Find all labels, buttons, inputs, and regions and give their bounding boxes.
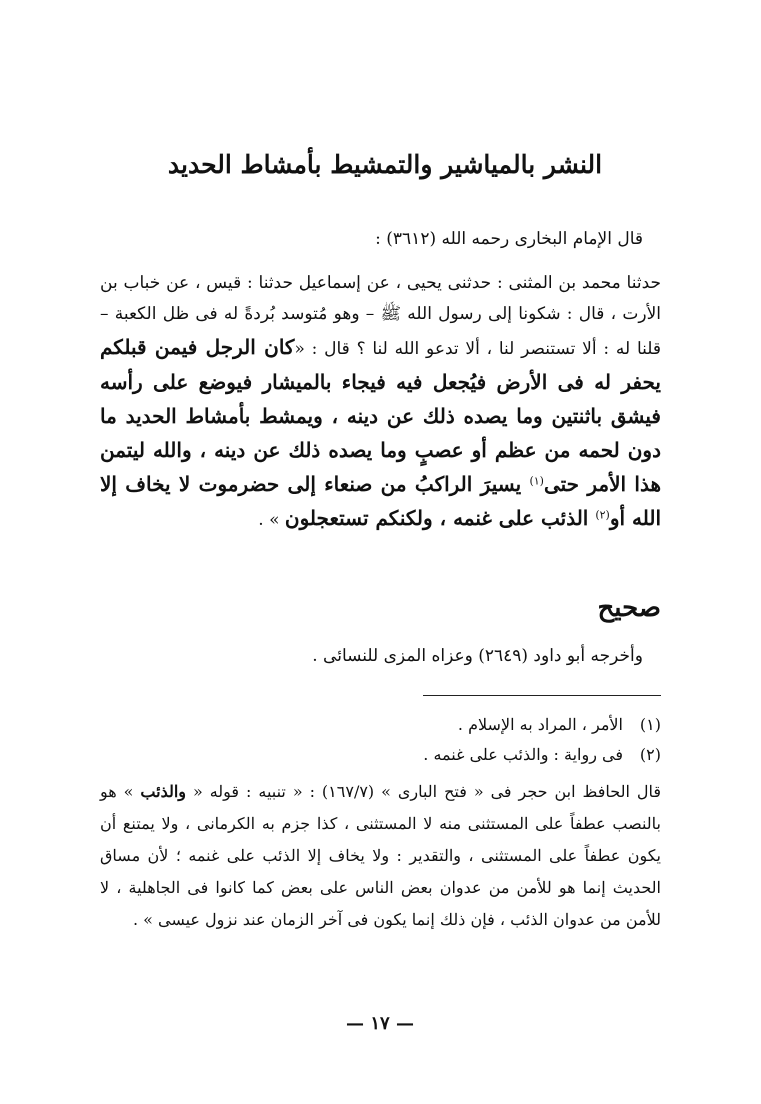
footnote-text: الأمر ، المراد به الإسلام . — [457, 715, 623, 734]
hadith-text — [100, 268, 661, 536]
footnote-item — [101, 740, 661, 770]
takhrij-source: وأخرجه أبو داود (٢٦٤٩) وعزاه المزى للنسائى . — [312, 646, 643, 666]
chapter-title: النشر بالمياشير والتمشيط بأمشاط الحديد — [167, 150, 603, 179]
hadith-closing: » . — [258, 510, 285, 530]
hadith-matn-1: كان الرجل فيمن قبلكم يحفر له فى الأرض فيُجعل فيه فيجاء بالميشار فيوضع على رأسه فيشق باثنتين وما يصده ذلك عن دينه ، ويمشط بأمشاط الحديد ما دون لحمه من عظم أو عصبٍ وما يصده ذلك عن دينه ، والله ليتمن هذا الأمر حتى — [100, 335, 661, 496]
commentary-bold-word: والذئب — [140, 782, 187, 801]
hadith-matn-3: الذئب على غنمه ، ولكنكم تستعجلون — [284, 506, 596, 530]
footnote-list — [101, 710, 661, 770]
hadith-grade: صحيح — [597, 593, 661, 623]
footnote-commentary — [100, 776, 661, 936]
footnote-item — [101, 710, 661, 740]
footnote-ref-2: (٢) — [595, 508, 610, 522]
footnote-number: (١) — [639, 715, 661, 734]
commentary-part-2: » هو بالنصب عطفاً على المستثنى منه لا المستثنى ، كذا جزم به الكرمانى ، ولا يمتنع أن يكون عطفاً على المستثنى ، والتقدير : ولا يخاف إلا الذئب على غنمه ؛ لأن مساق الحديث إنما هو للأمن من عدوان بعض الناس على بعض كما كانوا فى الجاهلية ، لا للأمن من عدوان الذئب ، فإن ذلك إنما يكون فى آخر الزمان عند نزول عيسى » . — [100, 782, 661, 929]
page-number: — ١٧ — — [346, 1013, 414, 1034]
commentary-part-1: قال الحافظ ابن حجر فى « فتح البارى » (١٦٧/٧) : « تنبيه : قوله « — [186, 782, 661, 801]
footnote-number: (٢) — [639, 745, 661, 764]
footnote-text: فى رواية : والذئب على غنمه . — [423, 745, 623, 764]
hadith-matn-2: يسيرَ الراكبُ من صنعاء إلى حضرموت لا يخاف إلا الله أو — [100, 472, 661, 530]
footnote-divider — [423, 695, 661, 696]
hadith-isnad: حدثنا محمد بن المثنى : حدثنى يحيى ، عن إسماعيل حدثنا : قيس ، عن خباب بن الأرت ، قال : شكونا إلى رسول الله ﷺ – وهو مُتوسد بُردةً له فى ظل الكعبة – قلنا له : ألا تستنصر لنا ، ألا تدعو الله لنا ؟ قال : « — [100, 273, 662, 359]
footnote-ref-1: (١) — [529, 474, 544, 488]
narration-intro: قال الإمام البخارى رحمه الله (٣٦١٢) : — [375, 229, 643, 249]
